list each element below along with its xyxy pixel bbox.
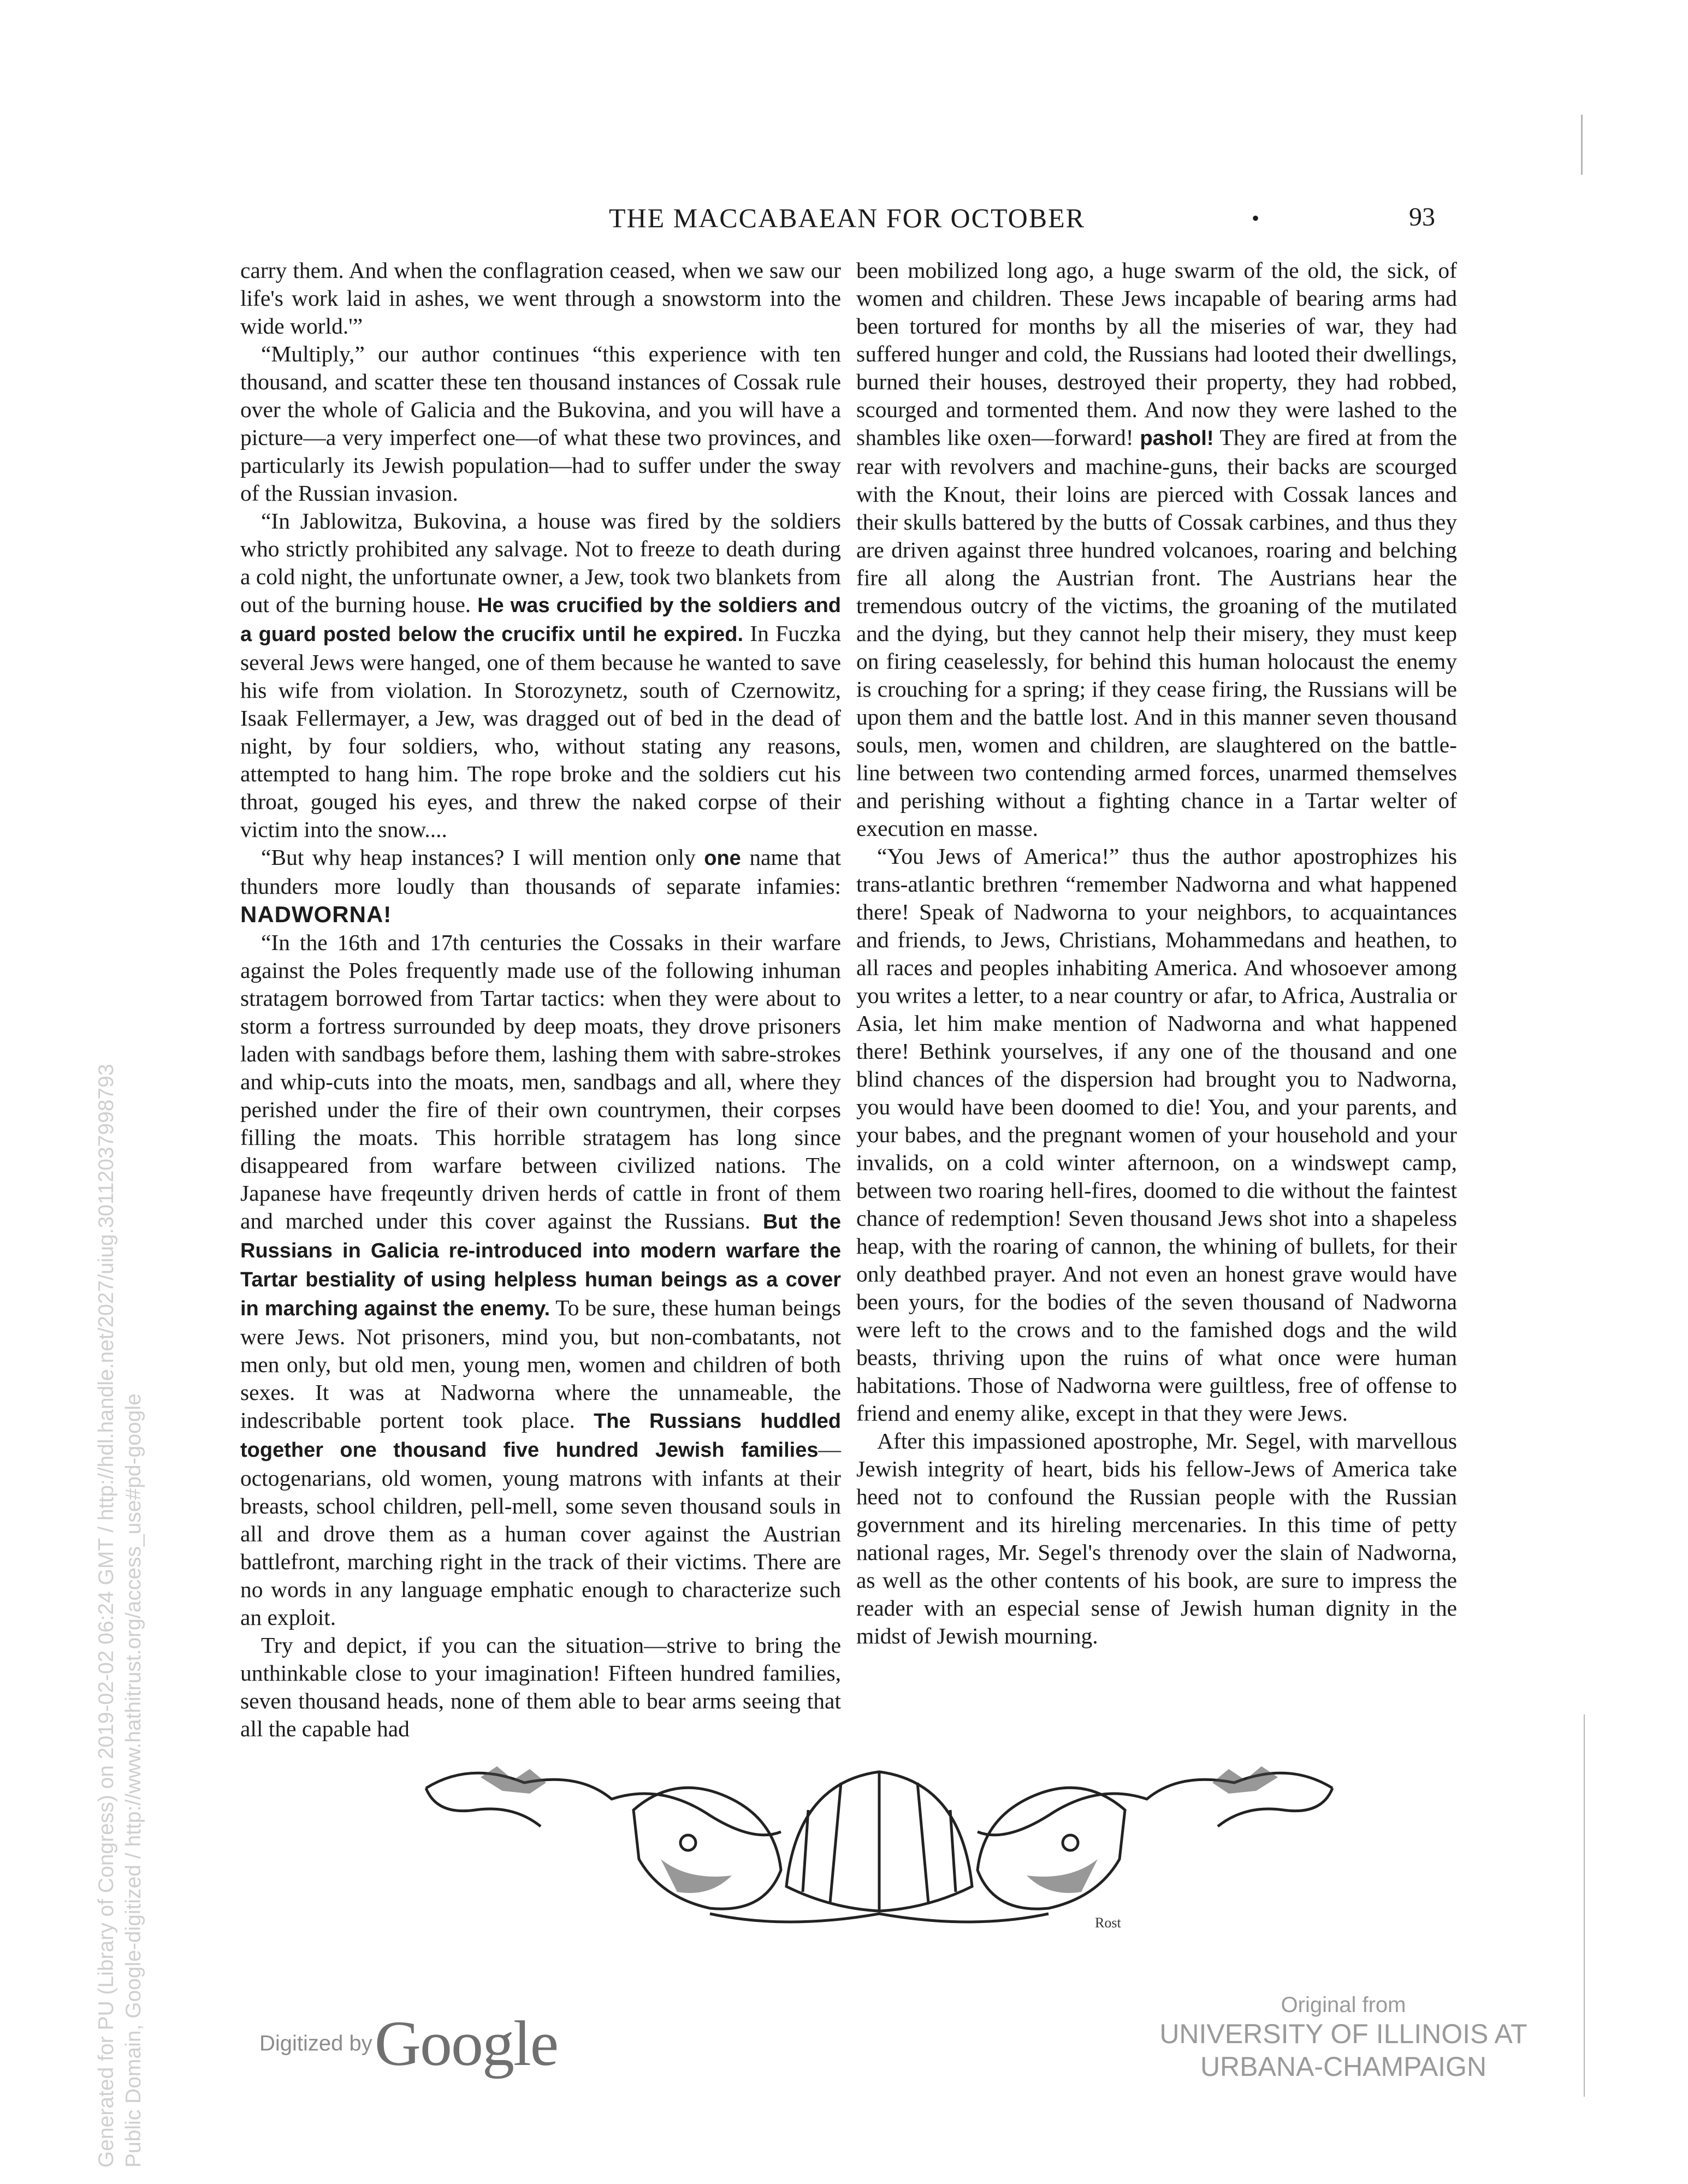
watermark-line: Generated for PU (Library of Congress) on 2019-02-02 06:24 GMT / http://hdl.handle.net/2027/uiug.30112037998793 (94, 1064, 118, 2168)
paragraph: After this impassioned apostrophe, Mr. Segel, with marvellous Jewish integrity of heart, bids his fellow-Jews of America take heed not to confound the Russian people with the Russian government and its hireling mercenaries. In this time of petty national rages, Mr. Segel's threnody over the slain of Nadworna, as well as the other contents of his book, are sure to impress the reader with an especial sense of Jewish human dignity in the midst of Jewish mourning. (856, 1428, 1457, 1648)
dolphin-shell-ornament (404, 1750, 1354, 1936)
text-run: been mobilized long ago, a huge swarm of the old, the sick, of women and children. These Jews incapable of bearing arms had been tortured for months by all the miseries of war, they had suffered hunger and cold, the Russians had looted their dwellings, burned their houses, destroyed their property, they had robbed, scourged and tormented them. And now they were lashed to the shambles like oxen—forward! (856, 258, 1457, 450)
nadworna-heading: NADWORNA! (240, 901, 392, 927)
right-column (856, 257, 1457, 1650)
page-number: 93 (1409, 203, 1435, 232)
watermark-line: Public Domain, Google-digitized / http://www.hathitrust.org/access_use#pd-google (122, 1393, 145, 2168)
paragraph: “Multiply,” our author continues “this experience with ten thousand, and scatter these ten thousand instances of Cossak rule over the whole of Galicia and the Bukovina, and you will have a picture—a very imperfect one—of what these two provinces, and particularly its Jewish population—had to suffer under the sway of the Russian invasion. (240, 341, 841, 506)
text-run: In Fuczka several Jews were hanged, one of them because he wanted to save his wife from violation. In Storozynetz, south of Czernowitz, Isaak Fellermayer, a Jew, was dragged out of bed in the dead of night, by four soldiers, who, without stating any reasons, attempted to hang him. The rope broke and the soldiers cut his throat, gouged his eyes, and threw the naked corpse of their victim into the snow.... (240, 621, 841, 842)
google-digitized-logo (259, 2007, 558, 2079)
text-run: “But why heap instances? I will mention only (261, 845, 696, 870)
running-title: THE MACCABAEAN FOR OCTOBER (609, 203, 1085, 233)
paragraph (240, 929, 841, 1631)
bold-text: The Russians huddled together one thousand five hundred Jewish families (240, 1410, 842, 1462)
stray-mark: • (1252, 206, 1260, 230)
ornament-signature: Rost (1095, 1915, 1121, 1931)
text-run: To be sure, these human beings were Jews. Not prisoners, mind you, but non-combatants, not men only, but old men, young men, women and children of both sexes. It was at Nadworna where the unnameable, the indescribable portent took place. (240, 1295, 841, 1433)
paragraph (856, 257, 1457, 842)
original-source (1070, 1993, 1616, 2083)
google-wordmark: Google (374, 2008, 558, 2079)
bold-text: He was crucified by the soldiers and a guard posted below the crucifix until he expired. (240, 594, 841, 646)
original-from-label: Original from (1281, 1993, 1406, 2017)
scan-edge-line (1581, 115, 1583, 175)
digitized-by-label: Digitized by (259, 2031, 372, 2056)
text-run: name that thunders more loudly than thousands of separate infamies: (240, 845, 842, 899)
scan-edge-line (1584, 1714, 1585, 2097)
left-column (240, 257, 841, 1743)
text-run: “In Jablowitza, Bukovina, a house was fired by the soldiers who strictly prohibited any salvage. Not to freeze to death during a cold night, the unfortunate owner, a Jew, took two blankets from out of the burning house. (240, 508, 841, 617)
bold-text: pashol! (1140, 427, 1214, 450)
institution-name-line1: UNIVERSITY OF ILLINOIS AT (1159, 2019, 1527, 2049)
bold-text: But the Russians in Galicia re-introduced into modern warfare the Tartar bestiality of using helpless human beings as a cover in marching against the enemy. (240, 1210, 841, 1320)
paragraph: Try and depict, if you can the situation—strive to bring the unthinkable close to your imagination! Fifteen hundred families, seven thousand heads, none of them able to bear arms seeing that all the capable had (240, 1633, 841, 1741)
hathitrust-watermark (93, 1064, 147, 2168)
text-run: They are fired at from the rear with revolvers and machine-guns, their backs are scourged with the Knout, their loins are pierced with Cossak lances and their skulls battered by the butts of Cossak carbines, and thus they are driven against three hundred volcanoes, roaring and belching fire all along the Austrian front. The Austrians hear the tremendous outcry of the victims, the groaning of the mutilated and the dying, but they cannot help their misery, they must keep on firing ceaselessly, for behind this human holocaust the enemy is crouching for a spring; if they cease firing, the Russians will be upon them and the battle lost. And in this manner seven thousand souls, men, women and children, are slaughtered on the battle-line between two contending armed forces, unarmed themselves and perishing without a fighting chance in a Tartar welter of execution en masse. (856, 425, 1457, 841)
paragraph: “You Jews of America!” thus the author apostrophizes his trans-atlantic brethren “remember Nadworna and what happened there! Speak of Nadworna to your neighbors, to acquaintances and friends, to Jews, Christians, Mohammedans and heathen, to all races and peoples inhabiting America. And whosoever among you writes a letter, to a near country or afar, to Africa, Australia or Asia, let him make mention of Nadworna and what happened there! Bethink yourselves, if any one of the thousand and one blind chances of the dispersion had brought you to Nadworna, you would have been doomed to die! You, and your parents, and your babes, and the pregnant women of your household and your invalids, on a cold winter afternoon, on a windswept camp, between two roaring hell-fires, doomed to die without the faintest chance of redemption! Seven thousand Jews shot into a shapeless heap, with the roaring of cannon, the whining of bullets, for their only deathbed prayer. And not even an honest grave would have been yours, for the bodies of the seven thousand of Nadworna were left to the crows and to the famished dogs and the wild beasts, thriving upon the ruins of what once were human habitations. Those of Nadworna were guiltless, free of offense to friend and enemy alike, except in that they were Jews. (856, 844, 1457, 1426)
paragraph: carry them. And when the conflagration ceased, when we saw our life's work laid in ashes, we went through a snowstorm into the wide world.'” (240, 258, 841, 339)
institution-name-line2: URBANA-CHAMPAIGN (1200, 2051, 1487, 2082)
paragraph (240, 844, 841, 929)
text-run: “In the 16th and 17th centuries the Cossaks in their warfare against the Poles frequently made use of the following inhuman stratagem borrowed from Tartar tactics: when they were about to storm a fortress surrounded by deep moats, they drove prisoners laden with sandbags before them, lashing them with sabre-strokes and whip-cuts into the moats, men, sandbags and all, where they perished under the fire of their own countrymen, their corpses filling the moats. This horrible stratagem has long since disappeared from warfare between civilized nations. The Japanese have freqeuntly driven herds of cattle in front of them and marched under this cover against the Russians. (240, 930, 841, 1233)
text-run: —octogenarians, old women, young matrons with infants at their breasts, school children, pell-mell, some seven thousand souls in all and drove them as a human cover against the Austrian battlefront, marching right in the track of their victims. There are no words in any language emphatic enough to characterize such an exploit. (240, 1437, 841, 1630)
page-header (0, 202, 1688, 251)
bold-text: one (704, 847, 741, 870)
ornament-illustration (404, 1750, 1354, 1936)
paragraph (240, 507, 841, 844)
